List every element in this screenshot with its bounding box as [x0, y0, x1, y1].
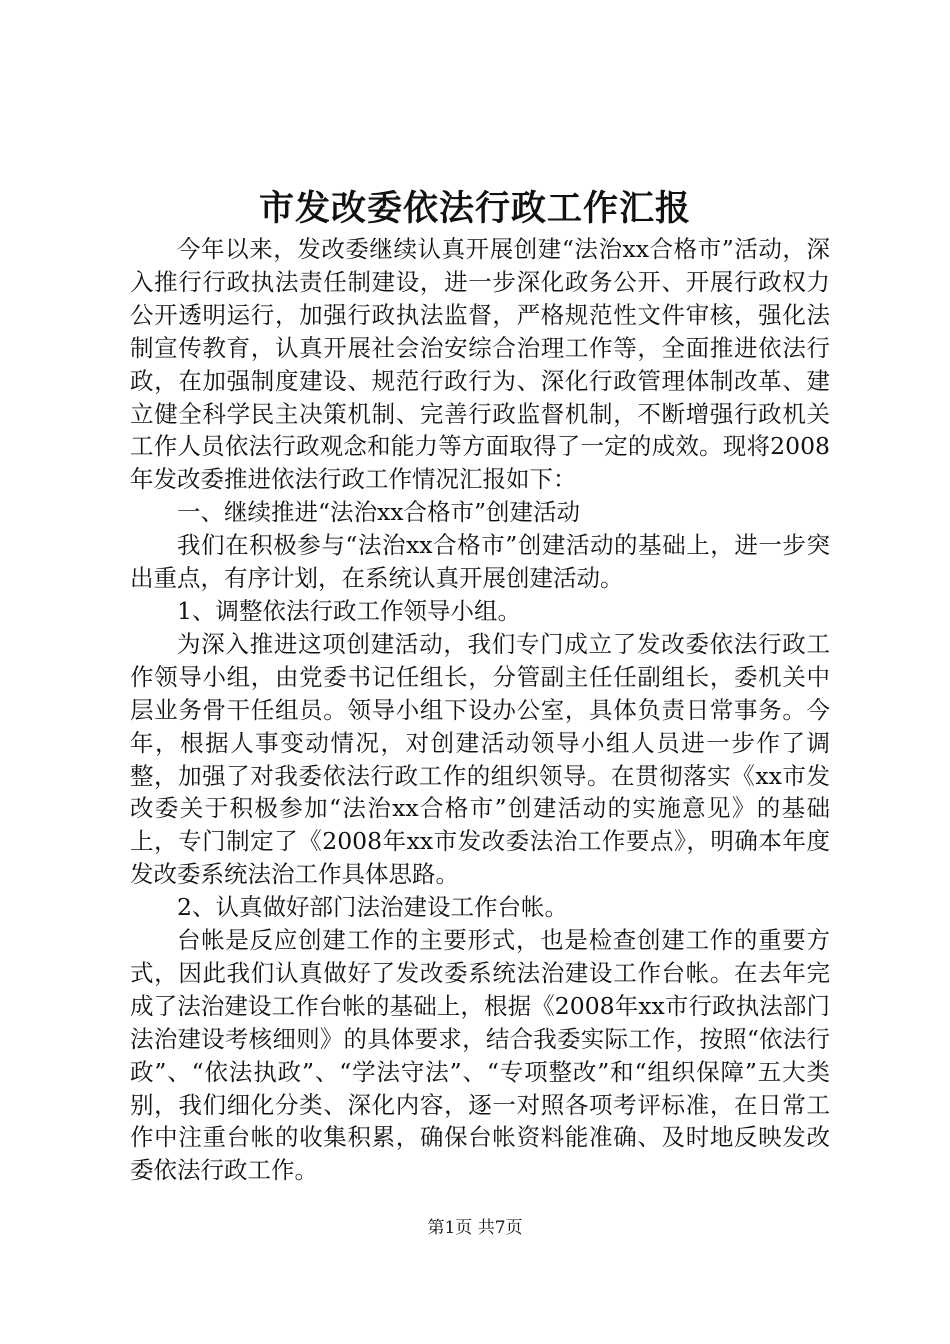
paragraph-subsection-1: 为深入推进这项创建活动，我们专门成立了发改委依法行政工作领导小组，由党委书记任组长，分管副主任任副组长，委机关中层业务骨干任组员。领导小组下设办公室，具体负责日常事务。今年，根据人事变动情况，对创建活动领导小组人员进一步作了调整，加强了对我委依法行政工作的组织领导。在贯彻落实《xx市发改委关于积极参加“法治xx合格市”创建活动的实施意见》的基础上，专门制定了《2008年xx市发改委法治工作要点》，明确本年度发改委系统法治工作具体思路。 — [130, 629, 830, 889]
section-heading-1: 一、继续推进“法治xx合格市”创建活动 — [177, 498, 581, 527]
document-body — [130, 233, 830, 1187]
subheading-2: 2、认真做好部门法治建设工作台帐。 — [177, 893, 568, 922]
subheading-1: 1、调整依法行政工作领导小组。 — [177, 596, 521, 625]
paragraph-section-1: 我们在积极参与“法治xx合格市”创建活动的基础上，进一步突出重点，有序计划，在系统认真开展创建活动。 — [130, 531, 830, 593]
document-title: 市发改委依法行政工作汇报 — [258, 188, 691, 229]
page-number-footer: 第1页 共7页 — [427, 1218, 523, 1238]
paragraph-subsection-2: 台帐是反应创建工作的主要形式，也是检查创建工作的重要方式，因此我们认真做好了发改委系统法治建设工作台帐。在去年完成了法治建设工作台帐的基础上，根据《2008年xx市行政执法部门法治建设考核细则》的具体要求，结合我委实际工作，按照“依法行政”、“依法执政”、“学法守法”、“专项整改”和“组织保障”五大类别，我们细化分类、深化内容，逐一对照各项考评标准，在日常工作中注重台帐的收集积累，确保台帐资料能准确、及时地反映发改委依法行政工作。 — [130, 926, 830, 1185]
paragraph-intro: 今年以来，发改委继续认真开展创建“法治xx合格市”活动，深入推行行政执法责任制建设，进一步深化政务公开、开展行政权力公开透明运行，加强行政执法监督，严格规范性文件审核，强化法制宣传教育，认真开展社会治安综合治理工作等，全面推进依法行政，在加强制度建设、规范行政行为、深化行政管理体制改革、建立健全科学民主决策机制、完善行政监督机制，不断增强行政机关工作人员依法行政观念和能力等方面取得了一定的成效。现将2008年发改委推进依法行政工作情况汇报如下： — [130, 235, 830, 494]
